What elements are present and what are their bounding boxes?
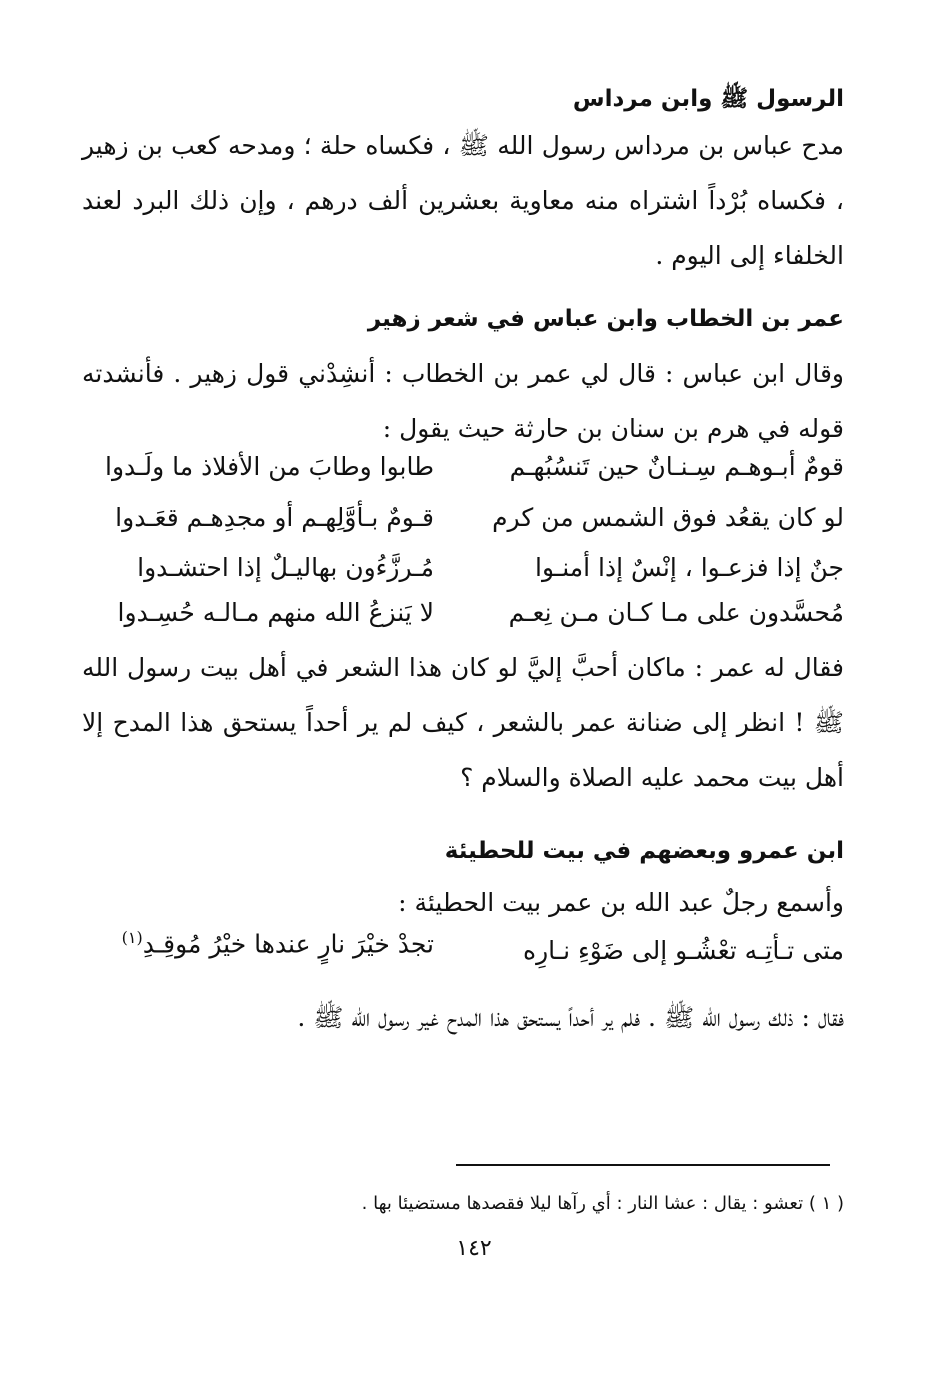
section-heading-rasul-ibn-mirdas: الرسول ﷺ وابن مرداس — [572, 86, 844, 112]
section-heading-ibn-umar-hutayah: ابن عمرو وبعضهم في بيت للحطيئة — [444, 838, 844, 864]
verse-2-second-hemistich: قـومٌ بـأوَّلِهـم أو مجدِهـم قعَـدوا — [115, 503, 434, 532]
paragraph-umar-reply: فقال له عمر : ماكان أحبَّ إليَّ لو كان هذا الشعر في أهل بيت رسول الله ﷺ ! انظر إلى ضنانة عمر بالشعر ، كيف لم ير أحداً يستحق هذا المدح إلا أهل بيت محمد عليه الصلاة والسلام ؟ — [82, 653, 844, 792]
verse-1-second-hemistich: طابوا وطابَ من الأفلاذ ما ولَـدوا — [105, 452, 434, 481]
hutayah-verse-second-hemistich — [74, 928, 434, 958]
section-heading-umar-ibn-abbas: عمر بن الخطاب وابن عباس في شعر زهير — [367, 306, 844, 332]
footnote-divider — [456, 1164, 830, 1166]
hutayah-verse-first-hemistich: متى تـأتِـه تعْشُـو إلى ضَوْءِ نـارِه — [522, 936, 844, 965]
paragraph-abbas-ibn-mirdas: مدح عباس بن مرداس رسول الله ﷺ ، فكساه حلة ؛ ومدحه كعب بن زهير ، فكساه بُرْداً اشتراه منه معاوية بعشرين ألف درهم ، وإن ذلك البرد لعند الخلفاء إلى اليوم . — [82, 131, 844, 270]
paragraph-hutayah-intro: وأسمع رجلٌ عبد الله بن عمر بيت الحطيئة : — [398, 888, 844, 917]
verse-2-first-hemistich: لو كان يقعُد فوق الشمس من كرم — [492, 503, 844, 532]
verse-3-second-hemistich: مُـرزَّءُون بهاليـلٌ إذا احتشـدوا — [137, 553, 434, 582]
paragraph-ibn-abbas-intro: وقال ابن عباس : قال لي عمر بن الخطاب : أنشِدْني قول زهير . فأنشدته قوله في هرم بن سنان بن حارثة حيث يقول : — [82, 359, 844, 443]
paragraph-ibn-umar-reply: فقال : ذلك رسول الله ﷺ . فلم ير أحداً يستحق هذا المدح غير رسول الله ﷺ . — [297, 1003, 844, 1032]
verse-4-first-hemistich: مُحسَّدون على مـا كـان مـن نِعـم — [508, 598, 844, 627]
hutayah-verse-second-text: تجدْ خيْرَ نارٍ عندها خيْرُ مُوقِـدِ — [142, 929, 434, 959]
verse-3-first-hemistich: جنٌ إذا فزعـوا ، إنْسٌ إذا أمنـوا — [535, 553, 844, 582]
verse-4-second-hemistich: لا يَنزعُ الله منهم مـالـه حُسِـدوا — [117, 598, 434, 627]
page-number: ١٤٢ — [456, 1236, 492, 1261]
verse-1-first-hemistich: قومٌ أبـوهـم سِـنـانٌ حين تَنسُبُهـم — [509, 452, 844, 481]
footnote-reference: (١) — [121, 928, 143, 947]
footnote-text: ( ١ ) تعشو : يقال : عشا النار : أي رآها ليلا فقصدها مستضيئا بها . — [361, 1193, 844, 1214]
